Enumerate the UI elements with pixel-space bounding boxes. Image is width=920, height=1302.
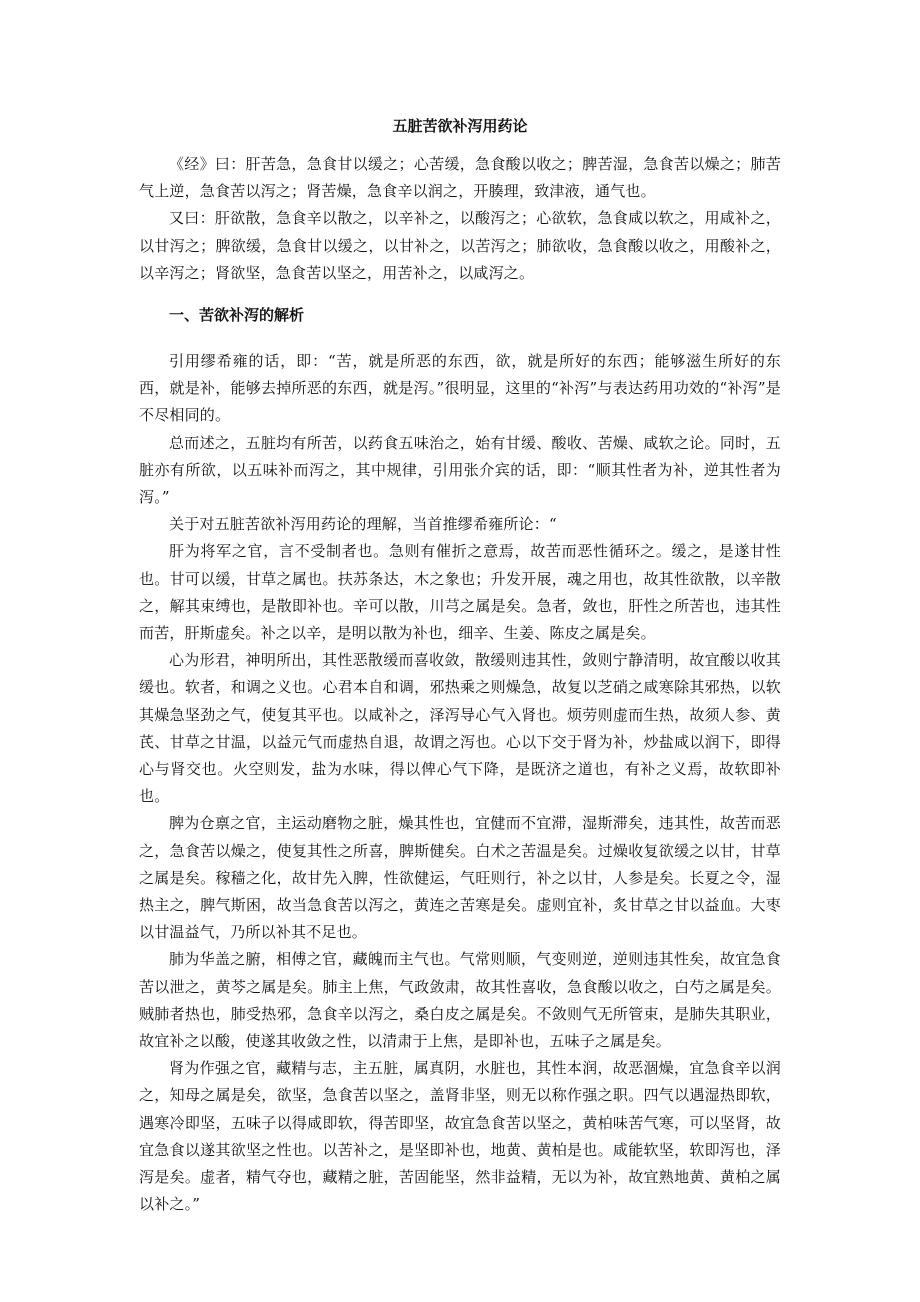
body-block — [139, 348, 781, 1219]
body-paragraph: 脾为仓禀之官，主运动磨物之脏，燥其性也，宜健而不宜滞，湿斯滞矣，违其性，故苦而恶之，急食苦以燥之，使复其性之所喜，脾斯健矣。白术之苦温是矣。过燥收复欲缓之以甘，甘草之属是矣。稼穑之化，故甘先入脾，性欲健运，气旺则行，补之以甘，人参是矣。长夏之令，湿热主之，脾气斯困，故当急食苦以泻之，黄连之苦寒是矣。虚则宜补，炙甘草之甘以益血。大枣以甘温益气，乃所以补其不足也。 — [139, 814, 781, 942]
intro-paragraph: 《经》曰：肝苦急，急食甘以缓之；心苦缓，急食酸以收之；脾苦湿，急食苦以燥之；肺苦气上逆，急食苦以泻之；肾苦燥，急食辛以润之，开腠理，致津液，通气也。 — [139, 155, 781, 201]
section-heading: 一、苦欲补泻的解析 — [169, 306, 305, 324]
body-paragraph: 心为形君，神明所出，其性恶散缓而喜收敛，散缓则违其性，敛则宁静清明，故宜酸以收其缓也。软者，和调之义也。心君本自和调，邪热乘之则燥急，故复以芝硝之咸寒除其邪热，以软其燥急坚劲之气，使复其平也。以咸补之，泽泻导心气入肾也。烦劳则虚而生热，故须人参、黄芪、甘草之甘温，以益元气而虚热自退，故谓之泻也。心以下交于肾为补，炒盐咸以润下，即得心与肾交也。火空则发，盐为水味，得以俾心气下降，是既济之道也，有补之义焉，故软即补也。 — [139, 651, 781, 806]
body-paragraph: 引用缪希雍的话，即：“苦，就是所恶的东西，欲，就是所好的东西；能够滋生所好的东西，就是补，能够去掉所恶的东西，就是泻。”很明显，这里的“补泻”与表达药用功效的“补泻”是不尽相同的。 — [139, 352, 781, 425]
body-paragraph: 总而述之，五脏均有所苦，以药食五味治之，始有甘缓、酸收、苦燥、咸软之论。同时，五脏亦有所欲，以五味补而泻之，其中规律，引用张介宾的话，即：“顺其性者为补，逆其性者为泻。” — [139, 433, 781, 507]
document-title: 五脏苦欲补泻用药论 — [392, 117, 528, 135]
intro-paragraph: 又曰：肝欲散，急食辛以散之，以辛补之，以酸泻之；心欲软，急食咸以软之，用咸补之，以甘泻之；脾欲缓，急食甘以缓之，以甘补之，以苦泻之；肺欲收，急食酸以收之，用酸补之，以辛泻之；肾欲坚，急食苦以坚之，用苦补之，以咸泻之。 — [139, 209, 781, 282]
intro-block — [139, 151, 781, 287]
body-paragraph: 肺为华盖之腑，相傅之官，藏魄而主气也。气常则顺，气变则逆，逆则违其性矣，故宜急食苦以泄之，黄芩之属是矣。肺主上焦，气政敛肃，故其性喜收，急食酸以收之，白芍之属是矣。贼肺者热也，肺受热邪，急食辛以泻之，桑白皮之属是矣。不敛则气无所管束，是肺失其职业，故宜补之以酸，使遂其收敛之性，以清肃于上焦，是即补也，五味子之属是矣。 — [139, 950, 781, 1051]
body-paragraph: 肝为将军之官，言不受制者也。急则有催折之意焉，故苦而恶性循环之。缓之，是遂甘性也。甘可以缓，甘草之属也。扶苏条达，木之象也；升发开展，魂之用也，故其性欲散，以辛散之，解其束缚也，是散即补也。辛可以散，川芎之属是矣。急者，敛也，肝性之所苦也，违其性而苦，肝斯虚矣。补之以辛，是明以散为补也，细辛、生姜、陈皮之属是矣。 — [139, 542, 781, 643]
body-paragraph: 关于对五脏苦欲补泻用药论的理解，当首推缪希雍所论：“ — [169, 515, 557, 534]
body-paragraph: 肾为作强之官，藏精与志，主五脏，属真阴，水脏也，其性本润，故恶涸燥，宜急食辛以润之，知母之属是矣，欲坚，急食苦以坚之，盖肾非坚，则无以称作强之职。四气以遇湿热即软，遇寒冷即坚，五味子以得咸即软，得苦即坚，故宜急食苦以坚之，黄柏味苦气寒，可以坚肾，故宜急食以遂其欲坚之性也。以苦补之，是坚即补也，地黄、黄柏是也。咸能软坚，软即泻也，泽泻是矣。虚者，精气夺也，藏精之脏，苦固能坚，然非益精，无以为补，故宜熟地黄、黄柏之属以补之。” — [139, 1059, 781, 1214]
